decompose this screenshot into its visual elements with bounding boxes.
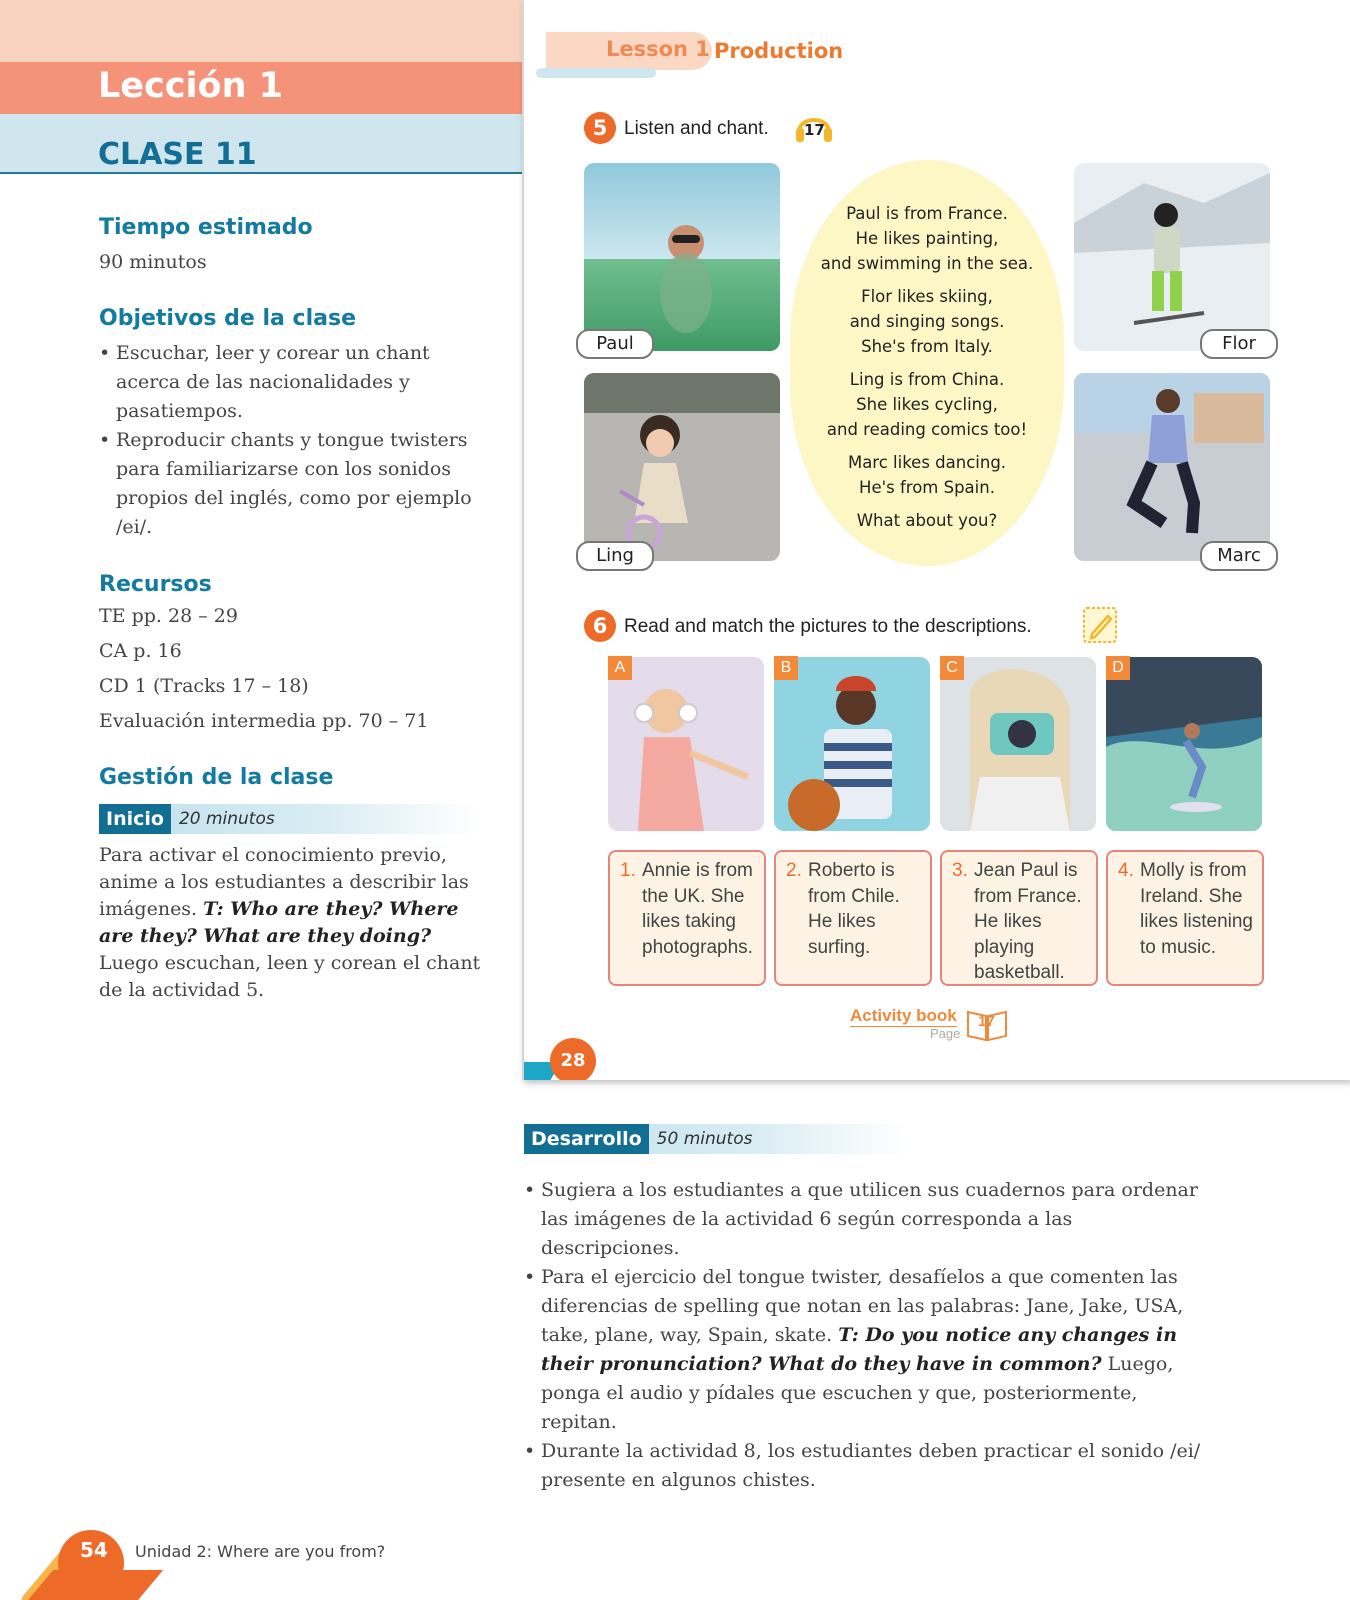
photo-paul [584,163,780,351]
chant-stanza [790,508,1064,533]
chant-line: He's from Spain. [859,478,995,497]
desarrollo-text-part: Para el ejercicio del tongue twister, desafíelos a que comenten las diferencias de spelling que notan en las palabras: Jane, Jake, USA, take, plane, way, Spain, skate. [541,1266,1184,1346]
description-text: Jean Paul is from France. He likes playing basketball. [974,860,1082,983]
chant-line: Paul is from France. [846,204,1008,223]
desarrollo-item: • Sugiera a los estudiantes a que utilicen sus cuadernos para ordenar las imágenes de la actividad 6 según corresponda a las descripciones. [524,1176,1214,1263]
section-label: Production [714,39,844,63]
chant-text [790,201,1064,541]
photo-marc [1074,373,1270,561]
chant-line: What about you? [856,511,998,530]
chant-stanza [790,284,1064,359]
time-section [99,215,499,276]
picture-a [608,657,764,831]
description-text: Annie is from the UK. She likes taking photographs. [642,860,753,958]
class-banner [0,114,522,174]
description-number: 3. [952,860,968,881]
photo-ling [584,373,780,561]
chant-line: Ling is from China. [849,370,1005,389]
photo-flor [1074,163,1270,351]
chant-stanza [790,450,1064,500]
chant-line: She likes cycling, [856,395,998,414]
activity-book-label: Activity book [850,1006,957,1025]
objective-item: • Escuchar, leer y corear un chant acerca de las nacionalidades y pasatiempos. [99,339,499,426]
desarrollo-item [524,1263,1214,1437]
description-card [608,850,766,986]
photo-camera-girl [940,657,1096,831]
inicio-teacher-question: T: Who are they? Where are they? What are they doing? [99,898,459,947]
photo-basketball-boy [774,657,930,831]
description-number: 1. [620,860,636,881]
name-tag-marc: Marc [1200,541,1278,571]
desarrollo-time: 50 minutos [656,1129,753,1149]
resources-section [99,572,499,739]
pencil-icon [1080,604,1120,644]
chant-line: and singing songs. [849,312,1005,331]
activity-book-page-word: Page [930,1026,961,1041]
student-book-page [522,0,1350,1080]
picture-letter-b: B [774,656,798,680]
inicio-text-part: Luego escuchan, leen y corean el chant de la actividad 5. [99,952,481,1001]
class-title: CLASE 11 [98,137,257,172]
photo-dancing [1074,373,1270,561]
resource-item: TE pp. 28 – 29 [99,605,238,627]
description-number: 2. [786,860,802,881]
photo-cycling [584,373,780,561]
description-text: Molly is from Ireland. She likes listening to music. [1140,860,1253,958]
chant-line: She's from Italy. [861,337,993,356]
desarrollo-section [524,1124,1224,1495]
name-tag-ling: Ling [576,541,654,571]
chant-line: Marc likes dancing. [847,453,1007,472]
time-heading: Tiempo estimado [99,215,313,240]
chant-line: and reading comics too! [826,420,1028,439]
picture-c [940,657,1096,831]
resource-item: CD 1 (Tracks 17 – 18) [99,675,309,697]
photo-skiing [1074,163,1270,351]
activity-5-title: Listen and chant. [624,118,769,139]
description-card [1106,850,1264,986]
description-card [774,850,932,986]
chant-line: and swimming in the sea. [820,254,1034,273]
book-page-number: 28 [550,1038,596,1080]
photo-surfing [1106,657,1262,831]
name-tag-flor: Flor [1200,329,1278,359]
inicio-bar [99,804,479,834]
lesson-banner [0,62,522,114]
desarrollo-item: • Durante la actividad 8, los estudiantes deben practicar el sonido /ei/ presente en algunos chistes. [524,1437,1214,1495]
photo-music-girl [608,657,764,831]
unit-title: Unidad 2: Where are you from? [135,1542,386,1561]
activity-5-number: 5 [584,112,616,144]
lesson-label: Lesson 1 [606,37,710,61]
resource-item: Evaluación intermedia pp. 70 – 71 [99,710,429,732]
inicio-text-part: Para activar el conocimiento previo, anime a los estudiantes a describir las imágenes. [99,844,469,920]
activity-book-page-number: 17 [978,1013,995,1030]
desarrollo-list [524,1176,1224,1495]
picture-b [774,657,930,831]
name-tag-paul: Paul [576,329,654,359]
chant-line: He likes painting, [855,229,999,248]
activity-6-number: 6 [584,610,616,642]
objective-item: • Reproducir chants y tongue twisters para familiarizarse con los sonidos propios del inglés, como por ejemplo /ei/. [99,426,499,542]
track-number: 17 [804,121,825,139]
lesson-title: Lección 1 [98,66,284,106]
inicio-text [99,842,484,1004]
resources-heading: Recursos [99,572,212,597]
desarrollo-text-part: Luego, ponga el audio y pídales que escuchen y que, posteriormente, repitan. [541,1353,1174,1433]
guide-page-number: 54 [80,1538,108,1562]
objectives-section [99,306,499,542]
objectives-heading: Objetivos de la clase [99,306,356,331]
time-value: 90 minutos [99,251,207,273]
guide-left-column [99,215,499,1004]
chant-stanza [790,367,1064,442]
description-card [940,850,1098,986]
desarrollo-teacher-question: T: Do you notice any changes in their pronunciation? What do they have in common? [541,1324,1178,1375]
inicio-tag: Inicio [99,804,171,834]
description-text: Roberto is from Chile. He likes surfing. [808,860,900,958]
management-heading: Gestión de la clase [99,765,334,790]
chant-line: Flor likes skiing, [861,287,993,306]
activity-6-title: Read and match the pictures to the descriptions. [624,616,1032,637]
photo-swimming [584,163,780,351]
header-peach-band [0,0,522,62]
management-section [99,765,499,1004]
lesson-pill [546,32,712,70]
chant-stanza [790,201,1064,276]
resource-item: CA p. 16 [99,640,182,662]
picture-letter-c: C [940,656,964,680]
inicio-time: 20 minutos [178,809,275,829]
picture-letter-a: A [608,656,632,680]
picture-d [1106,657,1262,831]
description-number: 4. [1118,860,1134,881]
desarrollo-bar [524,1124,909,1154]
desarrollo-tag: Desarrollo [524,1124,649,1154]
picture-letter-d: D [1106,656,1130,680]
